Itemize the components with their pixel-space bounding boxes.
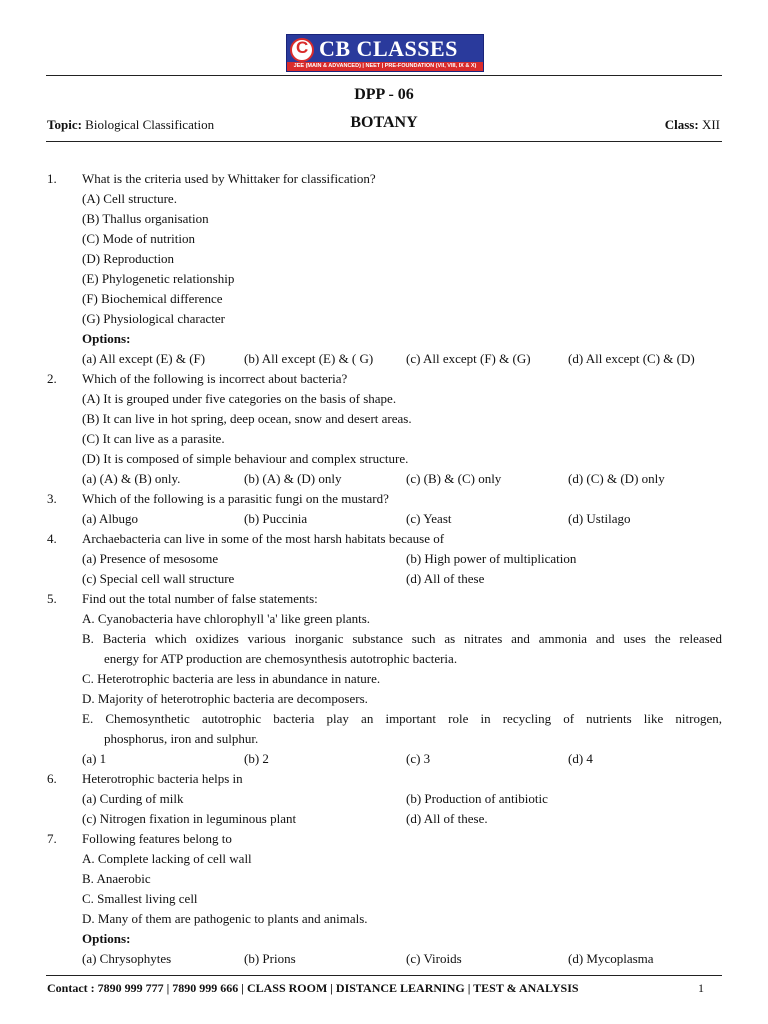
question-text: Which of the following is incorrect about bacteria? [82, 371, 348, 386]
option: (c) Special cell wall structure [82, 571, 235, 586]
question-number: 7. [47, 831, 57, 846]
page-number: 1 [698, 981, 704, 995]
subject-title: BOTANY [350, 114, 418, 131]
statement: B. Anaerobic [82, 871, 151, 886]
option: (b) Prions [244, 951, 296, 966]
statement: (D) It is composed of simple behaviour and complex structure. [82, 451, 409, 466]
question-number: 1. [47, 171, 57, 186]
option: (d) 4 [568, 751, 593, 766]
class-label: Class: [664, 117, 699, 132]
statement: (D) Reproduction [82, 251, 175, 266]
footer-contact: Contact : 7890 999 777 | 7890 999 666 | CLASS ROOM | DISTANCE LEARNING | TEST & ANALYSIS [47, 981, 579, 995]
class-value: XII [701, 117, 720, 132]
statement: C. Smallest living cell [82, 891, 198, 906]
option: (d) Ustilago [568, 511, 631, 526]
dpp-title: DPP - 06 [354, 86, 414, 103]
statement: (C) Mode of nutrition [82, 231, 196, 246]
option: (c) Viroids [406, 951, 462, 966]
topic-label: Topic: [47, 117, 82, 132]
header-rule [46, 75, 722, 76]
statement: B. Bacteria which oxidizes various inorganic substance such as nitrates and ammonia and uses the released [82, 631, 722, 646]
question-number: 3. [47, 491, 57, 506]
class-info [665, 117, 720, 133]
cb-classes-logo [286, 34, 484, 72]
statement: (B) It can live in hot spring, deep ocean, snow and desert areas. [82, 411, 412, 426]
statement: (B) Thallus organisation [82, 211, 209, 226]
statement-continuation: energy for ATP production are chemosynthesis autotrophic bacteria. [104, 651, 458, 666]
question-number: 6. [47, 771, 57, 786]
statement: (A) Cell structure. [82, 191, 177, 206]
option: (d) All except (C) & (D) [568, 351, 695, 366]
footer-rule [46, 975, 722, 976]
logo-emblem-icon [290, 38, 314, 62]
logo-text: CB CLASSES [319, 36, 458, 61]
option: (d) Mycoplasma [568, 951, 654, 966]
statement: D. Many of them are pathogenic to plants and animals. [82, 911, 368, 926]
option: (b) All except (E) & ( G) [244, 351, 374, 366]
option: (a) Presence of mesosome [82, 551, 219, 566]
option: (c) 3 [406, 751, 431, 766]
header-bottom-rule [46, 141, 722, 142]
statement: C. Heterotrophic bacteria are less in abundance in nature. [82, 671, 381, 686]
topic-value: Biological Classification [85, 117, 215, 132]
option: (a) Curding of milk [82, 791, 184, 806]
options-label: Options: [82, 331, 131, 346]
question-number: 5. [47, 591, 57, 606]
options-label: Options: [82, 931, 131, 946]
option: (a) (A) & (B) only. [82, 471, 181, 486]
option: (c) All except (F) & (G) [406, 351, 531, 366]
statement: D. Majority of heterotrophic bacteria are decomposers. [82, 691, 368, 706]
option: (c) Nitrogen fixation in leguminous plant [82, 811, 297, 826]
option: (d) All of these [406, 571, 485, 586]
statement: (F) Biochemical difference [82, 291, 223, 306]
statement: A. Complete lacking of cell wall [82, 851, 252, 866]
option: (d) (C) & (D) only [568, 471, 665, 486]
logo-subtitle: JEE (MAIN & ADVANCED) | NEET | PRE-FOUNDATION (VII, VIII, IX & X) [287, 62, 483, 71]
option: (b) 2 [244, 751, 269, 766]
statement: (E) Phylogenetic relationship [82, 271, 235, 286]
question-text: Archaebacteria can live in some of the most harsh habitats because of [82, 531, 445, 546]
option: (a) Chrysophytes [82, 951, 172, 966]
option: (a) All except (E) & (F) [82, 351, 206, 366]
question-text: Heterotrophic bacteria helps in [82, 771, 243, 786]
statement-continuation: phosphorus, iron and sulphur. [104, 731, 259, 746]
statement: E. Chemosynthetic autotrophic bacteria play an important role in recycling of nutrients like nitrogen, [82, 711, 722, 726]
option: (a) Albugo [82, 511, 138, 526]
question-number: 2. [47, 371, 57, 386]
question-number: 4. [47, 531, 57, 546]
option: (b) Production of antibiotic [406, 791, 548, 806]
option: (c) (B) & (C) only [406, 471, 502, 486]
statement: (G) Physiological character [82, 311, 225, 326]
question-text: Which of the following is a parasitic fungi on the mustard? [82, 491, 389, 506]
question-text: Following features belong to [82, 831, 232, 846]
option: (c) Yeast [406, 511, 452, 526]
option: (b) (A) & (D) only [244, 471, 342, 486]
option: (a) 1 [82, 751, 107, 766]
option: (b) High power of multiplication [406, 551, 577, 566]
question-text: Find out the total number of false statements: [82, 591, 318, 606]
statement: (A) It is grouped under five categories on the basis of shape. [82, 391, 397, 406]
option: (b) Puccinia [244, 511, 308, 526]
statement: (C) It can live as a parasite. [82, 431, 225, 446]
option: (d) All of these. [406, 811, 488, 826]
statement: A. Cyanobacteria have chlorophyll 'a' like green plants. [82, 611, 371, 626]
question-text: What is the criteria used by Whittaker for classification? [82, 171, 376, 186]
